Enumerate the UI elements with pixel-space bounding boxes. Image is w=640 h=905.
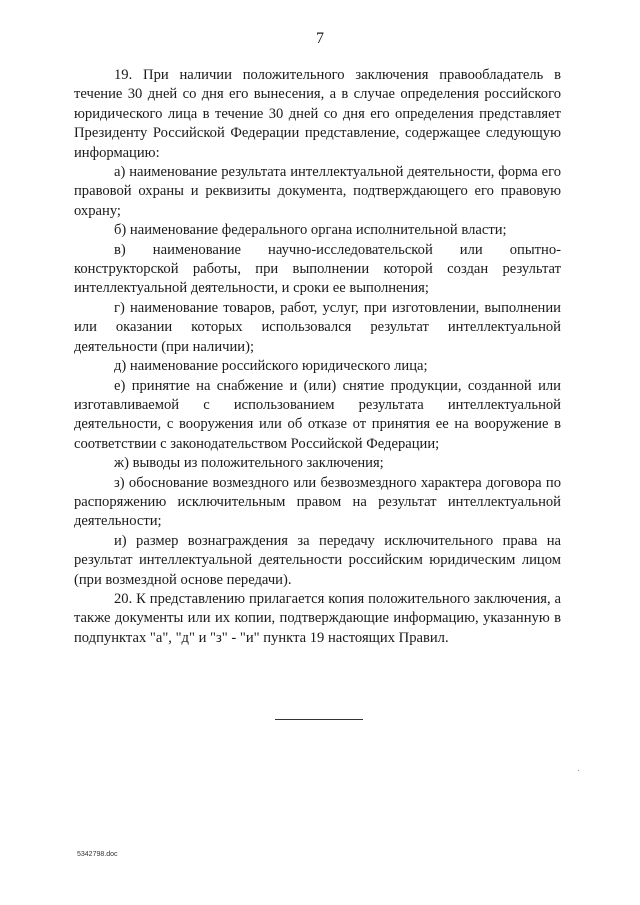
subitem-d: д) наименование российского юридического лица;	[114, 358, 428, 375]
subitem-zh: ж) выводы из положительного заключения;	[114, 455, 384, 472]
paragraph-20: 20. К представлению прилагается копия положительного заключения, а также документы или их копии, подтверждающие информацию, указанную в подпунктах "а", "д" и "з" - "и" пункта 19 настоящих Правил.	[74, 590, 561, 646]
subitem-g: г) наименование товаров, работ, услуг, при изготовлении, выполнении или оказании которых использовался результат интеллектуальной деятельности (при наличии);	[74, 299, 561, 355]
footer-file-code: 5342798.doc	[77, 851, 118, 858]
end-separator-line	[275, 719, 363, 720]
subitem-a: а) наименование результата интеллектуальной деятельности, форма его правовой охраны и реквизиты документа, подтверждающего его правовую охрану;	[74, 164, 561, 219]
subitem-b: б) наименование федерального органа исполнительной власти;	[114, 222, 507, 239]
scan-speck	[578, 770, 579, 771]
subitem-v: в) наименование научно-исследовательской или опытно-конструкторской работы, при выполнении которой создан результат интеллектуальной деятельности, и сроки ее выполнения;	[74, 241, 561, 297]
document-body	[74, 66, 561, 648]
subitem-z: з) обоснование возмездного или безвозмездного характера договора по распоряжению исключительным правом на результат интеллектуальной деятельности;	[74, 474, 561, 530]
paragraph-19: 19. При наличии положительного заключения правообладатель в течение 30 дней со дня его вынесения, а в случае определения российского юридического лица в течение 30 дней со дня его определения представляет Президенту Российской Федерации представление, содержащее следующую информацию:	[74, 67, 561, 161]
page-number: 7	[316, 30, 324, 47]
subitem-e: е) принятие на снабжение и (или) снятие продукции, созданной или изготавливаемой с использованием результата интеллектуальной деятельности, с вооружения или об отказе от принятия ее на вооружение в соответствии с законодательством Российской Федерации;	[74, 377, 561, 452]
subitem-i: и) размер вознаграждения за передачу исключительного права на результат интеллектуальной деятельности российским юридическим лицом (при возмездной основе передачи).	[74, 532, 561, 588]
